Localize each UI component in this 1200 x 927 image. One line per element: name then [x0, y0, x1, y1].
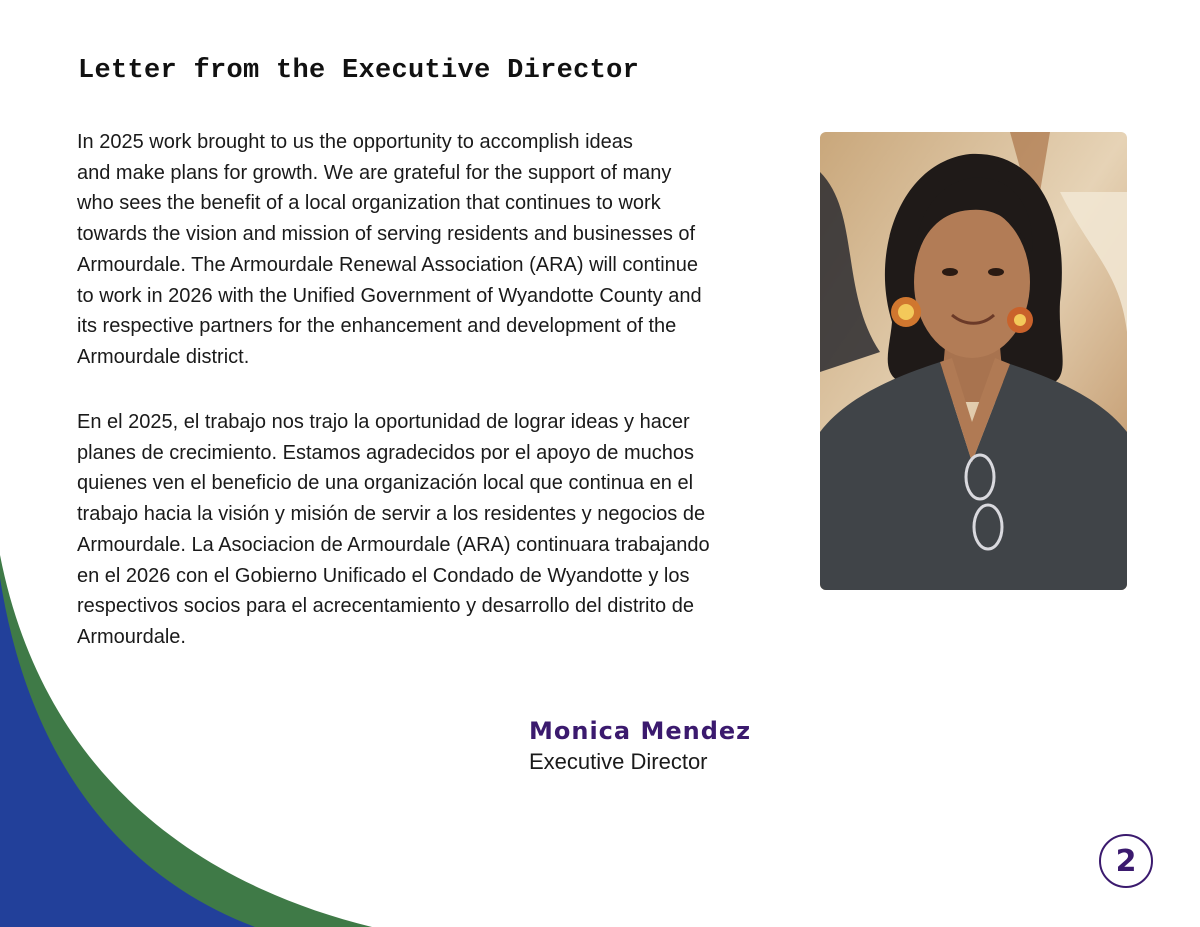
letter-paragraph-english: In 2025 work brought to us the opportunity to accomplish ideas and make plans for growth. We are grateful for the support of many who sees the benefit of a local organization that continues to work towards the vision and mission of serving residents and businesses of Armourdale. The Armourdale Renewal Association (ARA) will continue to work in 2026 with the Unified Government of Wyandotte County and its respective partners for the enhancement and development of the Armourdale district. — [77, 131, 702, 368]
signature-role: Executive Director — [529, 749, 708, 774]
page-title: Letter from the Executive Director — [78, 56, 640, 86]
director-portrait-photo — [820, 132, 1127, 590]
signature-name: Monica Mendez — [529, 717, 752, 745]
letter-paragraph-spanish: En el 2025, el trabajo nos trajo la oportunidad de lograr ideas y hacer planes de crecimiento. Estamos agradecidos por el apoyo de muchos quienes ven el beneficio de una organización local que continua en el trabajo hacia la visión y misión de servir a los residentes y negocios de Armourdale. La Asociacion de Armourdale (ARA) continuara trabajando en el 2026 con el Gobierno Unificado el Condado de Wyandotte y los respectivos socios para el acrecentamiento y desarrollo del distrito de Armourdale. — [77, 411, 710, 648]
portrait-illustration — [820, 132, 1127, 590]
page-number-badge: 2 — [1099, 834, 1153, 888]
